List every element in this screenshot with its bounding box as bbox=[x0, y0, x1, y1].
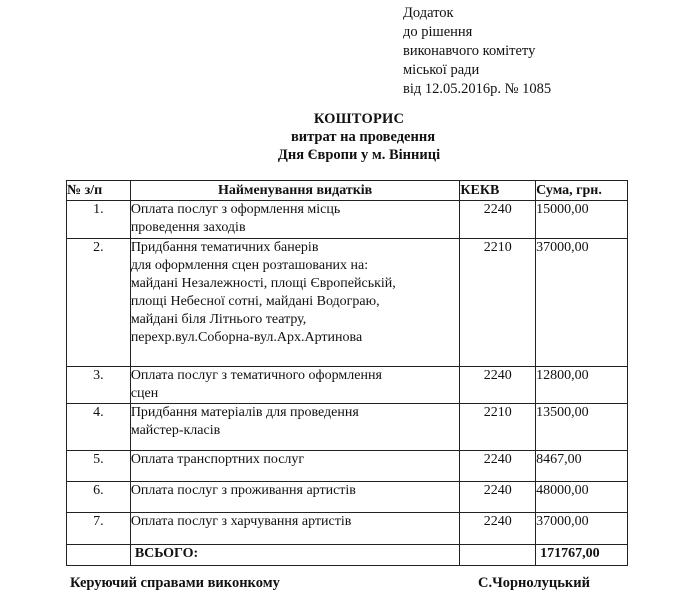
row-number: 7. bbox=[67, 513, 131, 545]
row-sum: 12800,00 bbox=[536, 367, 628, 404]
row-name bbox=[130, 367, 460, 404]
table-row bbox=[67, 367, 628, 404]
row-name bbox=[130, 201, 460, 239]
row-name-line: сцен bbox=[130, 386, 159, 401]
row-number: 2. bbox=[67, 239, 131, 367]
row-name-line: Оплата послуг з проживання артистів bbox=[130, 483, 356, 498]
row-name-line: майдані Незалежності, площі Європейській, bbox=[130, 276, 396, 291]
row-number: 4. bbox=[67, 404, 131, 451]
column-header-number: № з/п bbox=[67, 181, 131, 201]
row-kekv: 2240 bbox=[460, 451, 536, 482]
row-sum: 13500,00 bbox=[536, 404, 628, 451]
row-number: 6. bbox=[67, 482, 131, 513]
appendix-line: Додаток bbox=[403, 5, 454, 21]
table-row bbox=[67, 404, 628, 451]
row-sum: 37000,00 bbox=[536, 513, 628, 545]
total-number-cell bbox=[67, 545, 131, 566]
total-kekv-cell bbox=[460, 545, 536, 566]
row-name-line: майстер-класів bbox=[130, 423, 221, 438]
row-kekv: 2210 bbox=[460, 239, 536, 367]
row-sum: 37000,00 bbox=[536, 239, 628, 367]
total-label: ВСЬОГО: bbox=[130, 545, 460, 566]
row-name bbox=[130, 404, 460, 451]
row-name bbox=[130, 482, 460, 513]
row-kekv: 2240 bbox=[460, 367, 536, 404]
subtitle-line: витрат на проведення bbox=[290, 129, 436, 145]
table-row bbox=[67, 451, 628, 482]
appendix-line: міської ради bbox=[403, 62, 480, 78]
table-row bbox=[67, 239, 628, 367]
row-name bbox=[130, 451, 460, 482]
row-name bbox=[130, 513, 460, 545]
appendix-header bbox=[403, 4, 551, 99]
row-name-line: Оплата послуг з харчування артистів bbox=[130, 514, 352, 529]
row-sum: 15000,00 bbox=[536, 201, 628, 239]
row-name-line: перехр.вул.Соборна-вул.Арх.Артинова bbox=[130, 330, 363, 345]
document-title bbox=[0, 110, 700, 164]
row-name-line: Придбання тематичних банерів bbox=[130, 240, 319, 255]
estimate-table bbox=[66, 180, 628, 566]
column-header-kekv: КЕКВ bbox=[460, 181, 536, 201]
title-line: КОШТОРИС bbox=[313, 111, 405, 127]
appendix-line: від 12.05.2016р. № 1085 bbox=[403, 81, 552, 97]
row-name bbox=[130, 239, 460, 367]
row-name-line: Оплата послуг з оформлення місць bbox=[130, 202, 341, 217]
row-name-line: проведення заходів bbox=[130, 220, 246, 235]
row-name-line: для оформлення сцен розташованих на: bbox=[130, 258, 369, 273]
row-kekv: 2240 bbox=[460, 201, 536, 239]
row-kekv: 2240 bbox=[460, 482, 536, 513]
subtitle-line: Дня Європи у м. Вінниці bbox=[277, 147, 441, 163]
row-kekv: 2210 bbox=[460, 404, 536, 451]
row-name-line: площі Небесної сотні, майдані Водограю, bbox=[130, 294, 380, 309]
table-row bbox=[67, 513, 628, 545]
row-name-line: Оплата послуг з тематичного оформлення bbox=[130, 368, 382, 383]
row-kekv: 2240 bbox=[460, 513, 536, 545]
column-header-sum: Сума, грн. bbox=[536, 181, 628, 201]
signatory-position: Керуючий справами виконкому bbox=[70, 575, 280, 591]
row-name-line: майдані біля Літнього театру, bbox=[130, 312, 307, 327]
row-number: 5. bbox=[67, 451, 131, 482]
signatory-name: С.Чорнолуцький bbox=[478, 575, 590, 591]
table-header-row bbox=[67, 181, 628, 201]
total-row bbox=[67, 545, 628, 566]
row-name-line: Оплата транспортних послуг bbox=[130, 452, 305, 467]
table-row bbox=[67, 482, 628, 513]
row-number: 1. bbox=[67, 201, 131, 239]
row-name-line: Придбання матеріалів для проведення bbox=[130, 405, 359, 420]
column-header-name: Найменування видатків bbox=[130, 181, 460, 201]
appendix-line: виконавчого комітету bbox=[403, 43, 536, 59]
total-sum: 171767,00 bbox=[536, 545, 628, 566]
table-row bbox=[67, 201, 628, 239]
row-sum: 48000,00 bbox=[536, 482, 628, 513]
appendix-line: до рішення bbox=[403, 24, 473, 40]
row-number: 3. bbox=[67, 367, 131, 404]
row-sum: 8467,00 bbox=[536, 451, 628, 482]
